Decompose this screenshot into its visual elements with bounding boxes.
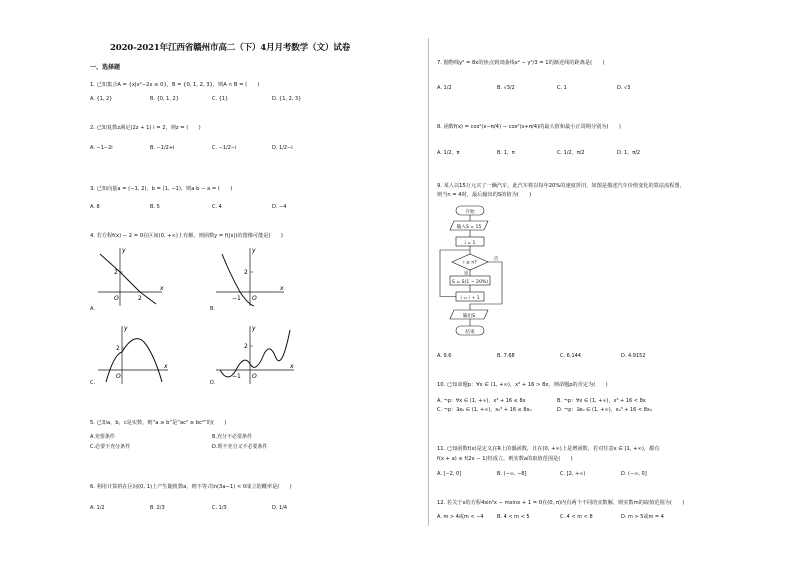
graph-c-origin: O <box>116 373 121 380</box>
q5-option-b: B.充分不必要条件 <box>212 434 253 440</box>
question-12: 12. 若关于x的方程4sin²x − msinx + 1 = 0在(0, π)内有两个不同的实数解，则实数m的取值范围为( ) <box>437 500 685 506</box>
q8-option-d: D. 1，π/2 <box>617 150 641 156</box>
q11-option-d: D. (−∞, 0] <box>621 471 647 477</box>
graph-c <box>96 324 170 386</box>
question-2: 2. 已知复数z满足(2z + 1) i = 2，则z = ( ) <box>90 125 201 131</box>
q4-option-b: B. <box>210 306 216 312</box>
q4-option-a: A. <box>90 306 95 312</box>
q4-option-c: C. <box>90 380 96 386</box>
graph-a-ytick: 2 <box>114 269 118 276</box>
q4-option-d: D. <box>210 380 216 386</box>
flowchart <box>436 204 520 346</box>
fc-end: 结束 <box>465 329 475 335</box>
graph-c-ytick: 2 <box>116 345 120 352</box>
fc-no: 否 <box>493 257 499 262</box>
q11-option-c: C. [2, +∞) <box>560 471 586 477</box>
graph-d-ytick: 2 <box>244 343 248 350</box>
question-9-cont: 则当n = 4时，最后输出的S的值为( ) <box>437 192 532 198</box>
q10-option-b: B. ¬p：∀x ∈ (1, +∞)，x³ + 16 < 8x <box>557 398 646 404</box>
question-7: 7. 抛物线y² = 8x的焦点到双曲线x² − y²/3 = 1的渐近线的距离是( ) <box>437 60 605 66</box>
graph-b <box>214 246 286 308</box>
q11-option-b: B. (−∞, −8] <box>497 471 527 477</box>
fc-output: 输出S <box>462 313 476 319</box>
graph-a-origin: O <box>114 295 119 302</box>
graph-b-ylabel: y <box>252 247 256 254</box>
exam-title: 2020-2021年江西省赣州市高二（下）4月月考数学（文）试卷 <box>109 43 351 53</box>
graph-b-ytick: 2 <box>244 269 248 276</box>
q7-option-b: B. √3/2 <box>497 85 515 91</box>
question-9: 9. 某人以15万元买了一辆汽车，此汽车将以每年20%的速度折旧，如图是描述汽车价值变化的算法流程图， <box>437 183 685 189</box>
graph-a-xtick: 2 <box>138 295 142 302</box>
graph-d <box>214 324 296 386</box>
q2-option-c: C. −1/2−i <box>212 145 237 151</box>
q6-option-a: A. 1/2 <box>90 505 105 511</box>
q1-option-c: C. {1} <box>212 96 229 102</box>
q7-option-c: C. 1 <box>557 85 567 91</box>
graph-a-xlabel: x <box>160 285 164 292</box>
q6-option-d: D. 1/4 <box>272 505 288 511</box>
graph-c-xlabel: x <box>164 363 168 370</box>
question-3: 3. 已知向量a = (−1, 2)，b = (1, −1)，则a·b − a = ( ) <box>90 186 233 192</box>
question-11-cont: f(x + a) ≤ f(2x − 1)恒成立，则实数a的取值范围是( ) <box>437 456 573 462</box>
question-10: 10. 已知命题p：∀x ∈ (1, +∞)，x³ + 16 > 8x，则命题p的否定为( ) <box>437 382 608 388</box>
q3-option-c: C. 4 <box>212 204 222 210</box>
q12-option-a: A. m > 4或m < −4 <box>437 514 484 520</box>
graph-b-origin: O <box>252 295 257 302</box>
q8-option-b: B. 1，π <box>497 150 515 156</box>
q5-option-d: D.既不充分又不必要条件 <box>212 444 268 450</box>
q1-option-d: D. {1, 2, 3} <box>272 96 302 102</box>
q8-option-a: A. 1/2，π <box>437 150 460 156</box>
column-divider <box>428 38 429 526</box>
graph-d-xlabel: x <box>290 363 294 370</box>
q10-option-a: A. ¬p：∀x ∈ (1, +∞)，x³ + 16 ≤ 8x <box>437 398 526 404</box>
q12-option-c: C. 4 < m < 8 <box>560 514 593 520</box>
question-4: 4. 若方程f(x) − 2 = 0在区间(0, +∞)上有解，则函数y = f(|x|)的图像可能是( ) <box>90 233 283 239</box>
q11-option-a: A. [−2, 0] <box>437 471 462 477</box>
q1-option-a: A. {1, 2} <box>90 96 113 102</box>
q3-option-d: D. −4 <box>272 204 287 210</box>
graph-c-ylabel: y <box>124 325 128 332</box>
q10-option-c: C. ¬p：∃x₀ ∈ (1, +∞)，x₀³ + 16 ≤ 8x₀ <box>437 407 532 413</box>
q2-option-d: D. 1/2−i <box>272 145 293 151</box>
q7-option-d: D. √3 <box>617 85 631 91</box>
q8-option-c: C. 1/2，π/2 <box>557 150 585 156</box>
q7-option-a: A. 1/2 <box>437 85 452 91</box>
q9-option-c: C. 6.144 <box>560 353 581 359</box>
q6-option-b: B. 2/3 <box>150 505 165 511</box>
q9-option-d: D. 4.9152 <box>621 353 646 359</box>
q5-option-c: C.必要不充分条件 <box>90 444 131 450</box>
graph-d-origin: O <box>252 373 257 380</box>
question-11: 11. 已知函数f(x)是定义在R上的偶函数，且在(0, +∞)上是增函数，若对任意x ∈ [1, +∞)，都有 <box>437 446 660 452</box>
question-6: 6. 利用计算机在区间(0, 1)上产生随机数a，则不等式ln(3a−1) < 0成立的概率是( ) <box>90 484 292 490</box>
fc-start: 开始 <box>465 209 475 215</box>
q9-option-a: A. 9.6 <box>437 353 452 359</box>
q1-option-b: B. {0, 1, 2} <box>150 96 179 102</box>
question-1: 1. 已知集合A = {x|x²−2x ≤ 0}，B = {0, 1, 2, 3}，则A ∩ B = ( ) <box>90 82 260 88</box>
question-5: 5. 已知a，b，c是实数，则“a ≥ b”是“ac² ≥ bc²”的( ) <box>90 420 227 426</box>
q12-option-d: D. m > 5或m = 4 <box>621 514 664 520</box>
q6-option-c: C. 1/3 <box>212 505 227 511</box>
fc-yes: 是 <box>463 271 469 277</box>
q9-option-b: B. 7.68 <box>497 353 515 359</box>
fc-cond: i ≤ n? <box>463 260 477 266</box>
graph-d-ylabel: y <box>252 325 256 332</box>
graph-a-ylabel: y <box>122 247 126 254</box>
q3-option-b: B. 5 <box>150 204 160 210</box>
fc-inc: i = i + 1 <box>460 295 480 301</box>
q10-option-d: D. ¬p：∃x₀ ∈ (1, +∞)，x₀³ + 16 < 8x₀ <box>557 407 652 413</box>
q2-option-a: A. −1−2i <box>90 145 113 151</box>
fc-init: i = 1 <box>464 240 476 246</box>
q2-option-b: B. −1/2+i <box>150 145 175 151</box>
graph-a <box>96 246 166 308</box>
section-heading: 一、选择题 <box>90 64 121 71</box>
graph-b-xtick: −1 <box>232 295 241 302</box>
question-8: 8. 函数f(x) = cos²(x−π/4) − cos²(x+π/4)的最大值和最小正周期分别为( ) <box>437 124 621 130</box>
graph-d-xtick: −1 <box>232 373 241 380</box>
q3-option-a: A. 8 <box>90 204 100 210</box>
q5-option-a: A.充要条件 <box>90 434 115 440</box>
fc-input: 输入S = 15 <box>456 224 482 230</box>
fc-update: S = S(1 − 20%) <box>451 279 489 285</box>
q12-option-b: B. 4 < m < 5 <box>497 514 530 520</box>
graph-b-xlabel: x <box>280 285 284 292</box>
